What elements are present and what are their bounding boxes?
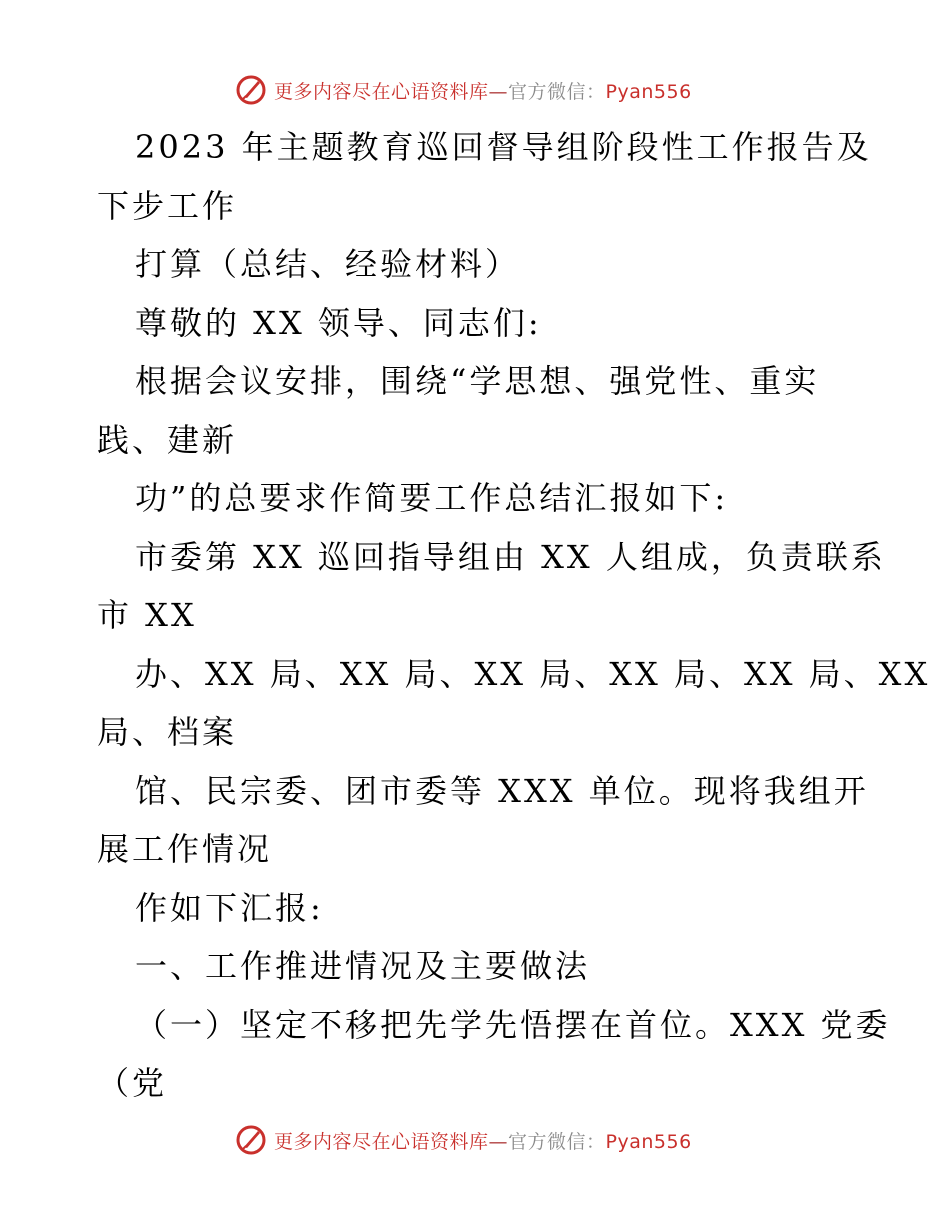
document-body [97,118,931,1113]
text-line: 尊敬的 XX 领导、同志们: [135,303,542,342]
watermark-id: Pyan556 [605,1130,692,1153]
text-line: （一）坚定不移把先学先悟摆在首位。XXX 党委 [135,1005,891,1044]
text-line: 局、档案 [97,713,238,751]
text-line: 践、建新 [97,420,238,459]
watermark-banner-top [234,70,714,110]
text-line: 展工作情况 [97,830,273,868]
quill-logo-icon [234,1123,268,1157]
text-line: 市委第 XX 巡回指导组由 XX 人组成，负责联系 [135,537,886,576]
text-line: 功”的总要求作简要工作总结汇报如下: [135,479,729,517]
watermark-id: Pyan556 [605,80,692,103]
quill-logo-icon [234,73,268,107]
watermark-dash: — [488,1130,509,1153]
text-line: 根据会议安排，围绕“学思想、强党性、重实 [135,362,820,400]
text-line: 馆、民宗委、团市委等 XXX 单位。现将我组开 [135,771,869,810]
text-line: 下步工作 [97,186,238,225]
watermark-label: 官方微信： [508,1130,606,1153]
watermark-label: 官方微信： [508,80,606,103]
text-line: 一、工作推进情况及主要做法 [135,947,591,985]
watermark-main-text: 更多内容尽在心语资料库 [274,1130,489,1153]
text-line: 2023 年主题教育巡回督导组阶段性工作报告及 [135,128,872,166]
text-line: 打算（总结、经验材料） [135,245,521,283]
watermark-banner-bottom [234,1120,714,1160]
text-line: 市 XX [97,596,197,634]
text-line: 办、XX 局、XX 局、XX 局、XX 局、XX 局、XX [135,654,931,693]
text-line: （党 [97,1064,168,1102]
text-line: 作如下汇报: [135,888,324,927]
watermark-dash: — [488,80,509,103]
watermark-main-text: 更多内容尽在心语资料库 [274,80,489,103]
